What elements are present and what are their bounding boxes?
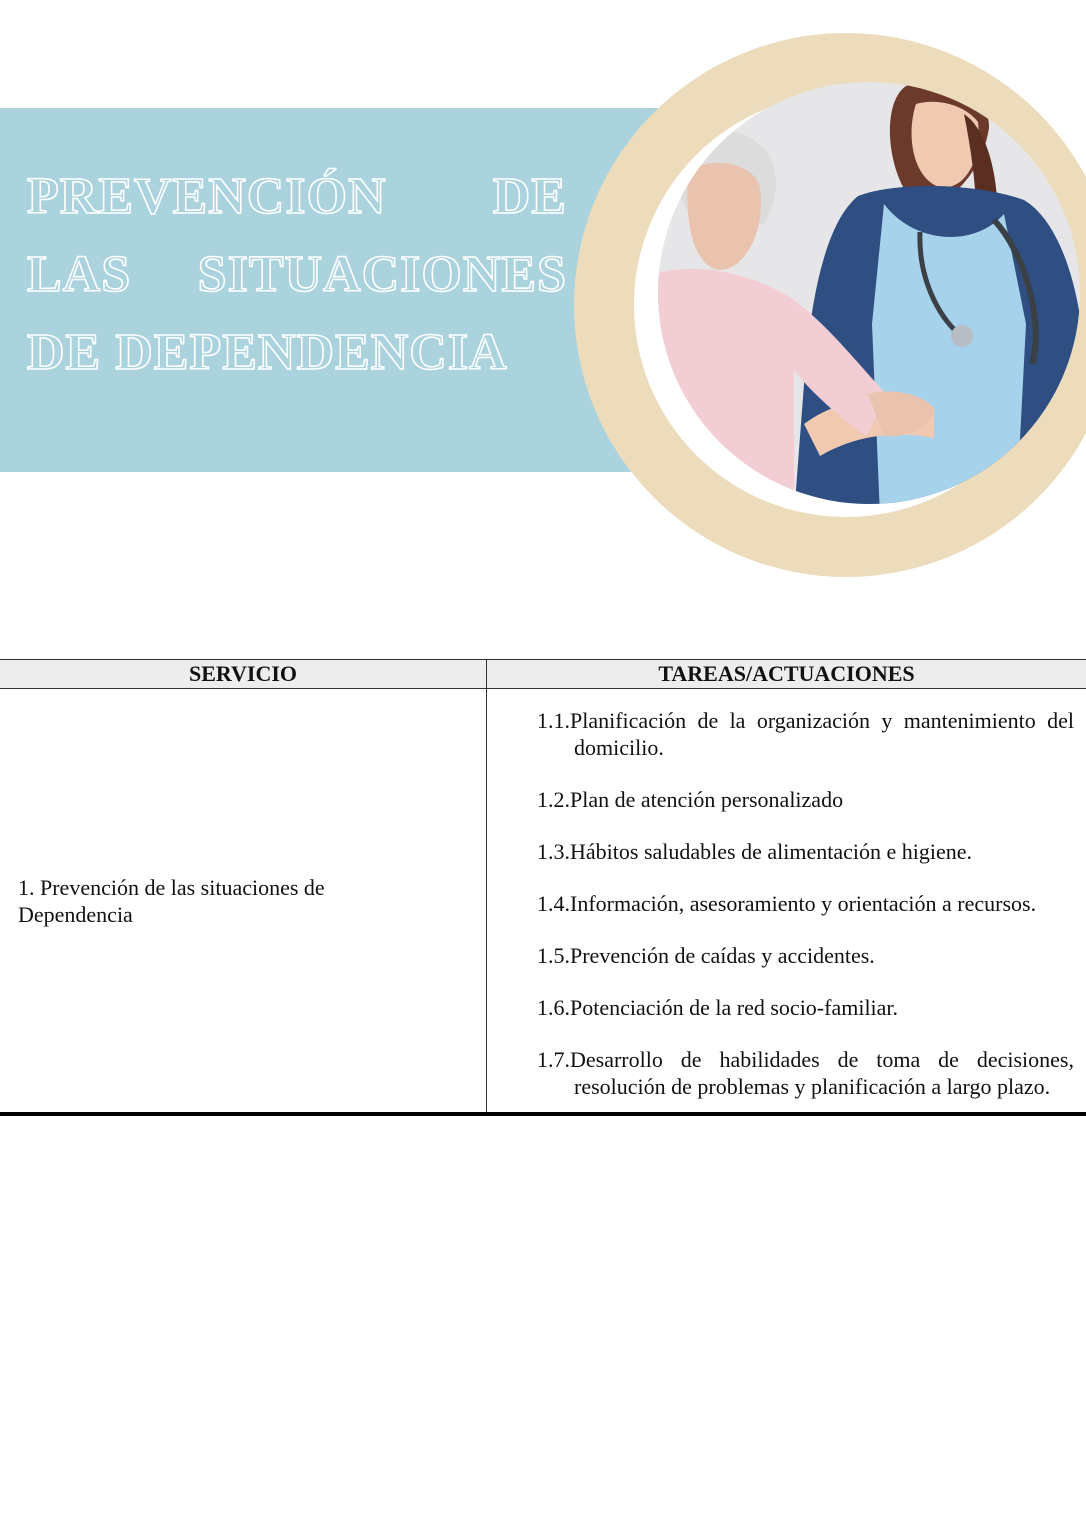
task-text: Prevención de caídas y accidentes. bbox=[570, 943, 875, 968]
task-text: Hábitos saludables de alimentación e higiene. bbox=[570, 839, 972, 864]
task-number: 1.7. bbox=[537, 1047, 570, 1072]
task-text: Planificación de la organización y mantenimiento del domicilio. bbox=[570, 708, 1074, 760]
task-number: 1.1. bbox=[537, 708, 570, 733]
header-servicio: SERVICIO bbox=[0, 660, 487, 689]
tareas-cell bbox=[487, 689, 1086, 1115]
task-item bbox=[537, 1046, 1074, 1100]
task-number: 1.3. bbox=[537, 839, 570, 864]
task-item bbox=[537, 786, 1074, 813]
task-item bbox=[537, 838, 1074, 865]
servicio-cell: 1. Prevención de las situaciones de Dependencia bbox=[0, 689, 487, 1115]
task-list bbox=[487, 689, 1086, 1112]
task-text: Desarrollo de habilidades de toma de decisiones, resolución de problemas y planificación a largo plazo. bbox=[570, 1047, 1074, 1099]
task-text: Potenciación de la red socio-familiar. bbox=[570, 995, 899, 1020]
task-item bbox=[537, 942, 1074, 969]
task-item bbox=[537, 890, 1074, 917]
task-text: Plan de atención personalizado bbox=[570, 787, 844, 812]
task-number: 1.4. bbox=[537, 891, 570, 916]
task-item bbox=[537, 707, 1074, 761]
caregiver-photo bbox=[644, 64, 1086, 516]
task-text: Información, asesoramiento y orientación a recursos. bbox=[570, 891, 1037, 916]
task-number: 1.6. bbox=[537, 995, 570, 1020]
services-table bbox=[0, 659, 1086, 1116]
header-tareas: TAREAS/ACTUACIONES bbox=[487, 660, 1086, 689]
page-title: PREVENCIÓN DE LAS SITUACIONES DE DEPENDENCIA bbox=[27, 168, 567, 381]
table-header-row bbox=[0, 660, 1086, 689]
task-number: 1.5. bbox=[537, 943, 570, 968]
task-number: 1.2. bbox=[537, 787, 570, 812]
task-item bbox=[537, 994, 1074, 1021]
table-row bbox=[0, 689, 1086, 1115]
